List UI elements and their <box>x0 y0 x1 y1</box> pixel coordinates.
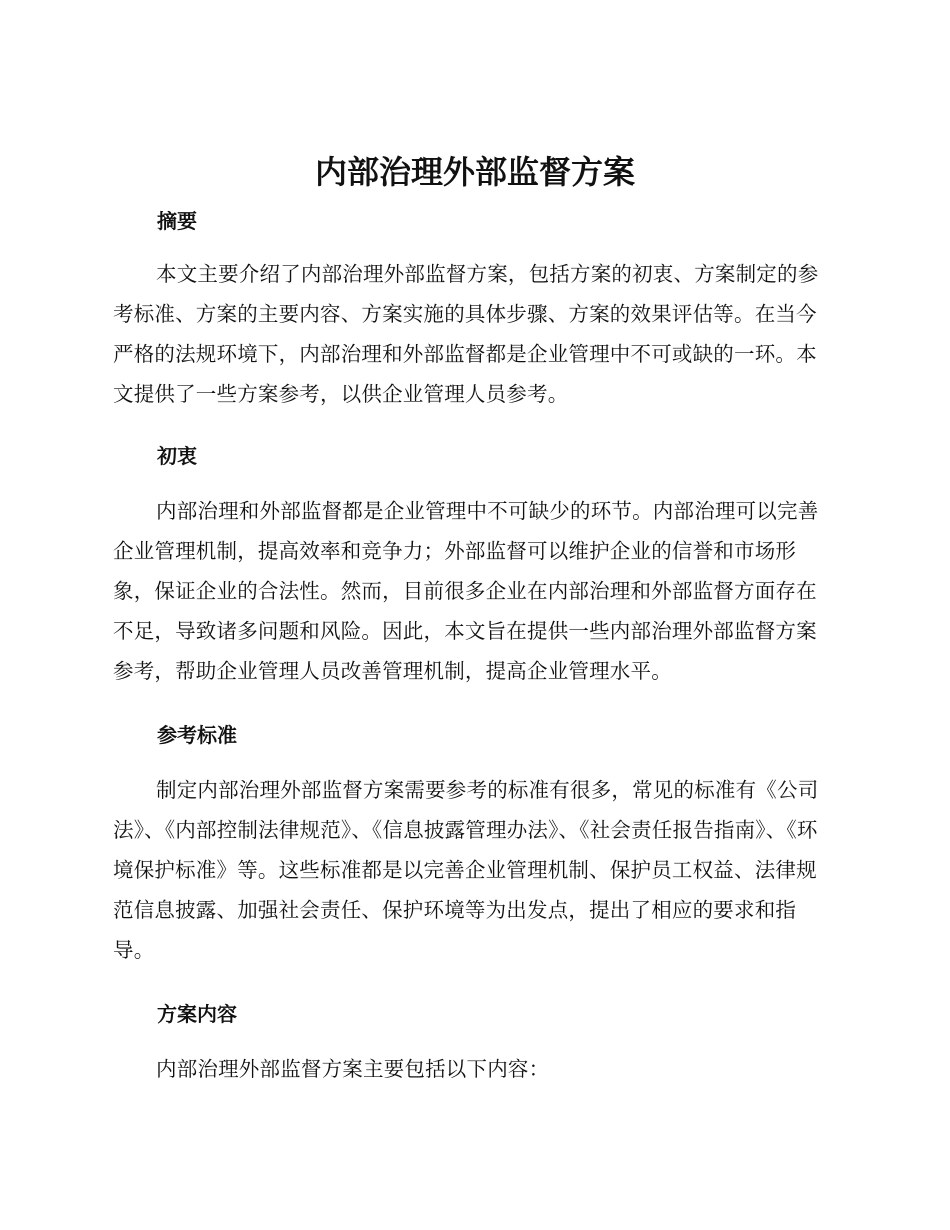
section-paragraph-abstract: 本文主要介绍了内部治理外部监督方案，包括方案的初衷、方案制定的参考标准、方案的主要内容、方案实施的具体步骤、方案的效果评估等。在当今严格的法规环境下，内部治理和外部监督都是企业管理中不可或缺的一环。本文提供了一些方案参考，以供企业管理人员参考。 <box>113 262 819 406</box>
document-title: 内部治理外部监督方案 <box>314 153 635 191</box>
section-heading-motivation: 初衷 <box>157 444 197 468</box>
section-paragraph-motivation: 内部治理和外部监督都是企业管理中不可缺少的环节。内部治理可以完善企业管理机制，提高效率和竞争力；外部监督可以维护企业的信誉和市场形象，保证企业的合法性。然而，目前很多企业在内部治理和外部监督方面存在不足，导致诸多问题和风险。因此，本文旨在提供一些内部治理外部监督方案参考，帮助企业管理人员改善管理机制，提高企业管理水平。 <box>113 499 819 683</box>
section-paragraph-reference-standards: 制定内部治理外部监督方案需要参考的标准有很多，常见的标准有《公司法》、《内部控制法律规范》、《信息披露管理办法》、《社会责任报告指南》、《环境保护标准》等。这些标准都是以完善企业管理机制、保护员工权益、法律规范信息披露、加强社会责任、保护环境等为出发点，提出了相应的要求和指导。 <box>113 778 819 962</box>
section-heading-reference-standards: 参考标准 <box>157 723 237 747</box>
section-heading-plan-content: 方案内容 <box>157 1002 237 1026</box>
section-paragraph-plan-content: 内部治理外部监督方案主要包括以下内容： <box>156 1057 550 1081</box>
section-heading-abstract: 摘要 <box>157 209 197 233</box>
